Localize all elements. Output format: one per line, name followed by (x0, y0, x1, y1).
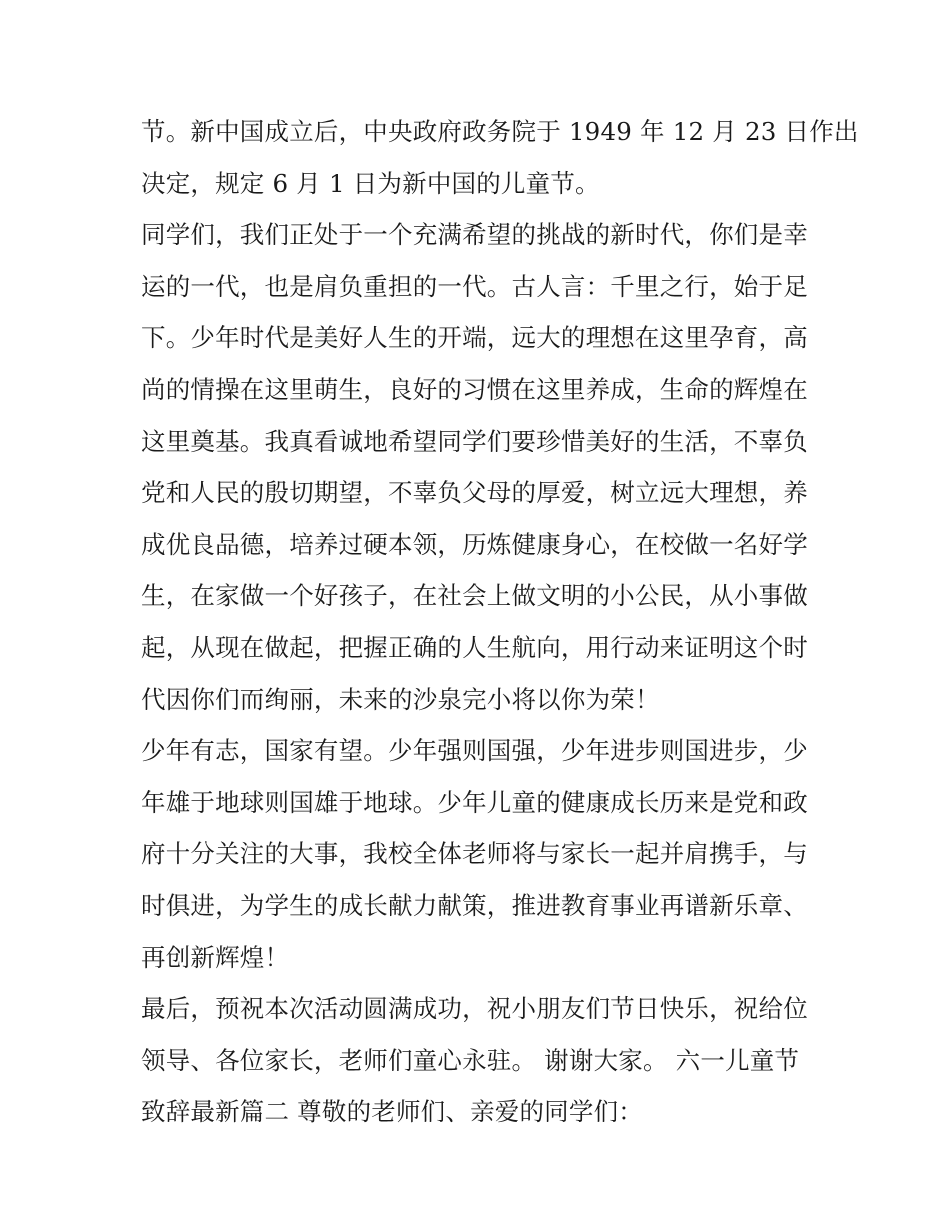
paragraph (141, 725, 821, 983)
text-line: 节。新中国成立后，中央政府政务院于 1949 年 12 月 23 日作出 (141, 117, 859, 146)
text-line: 少年有志，国家有望。少年强则国强，少年进步则国进步，少 (141, 736, 808, 766)
document-body (141, 106, 859, 1138)
text-line: 府十分关注的大事，我校全体老师将与家长一起并肩携手，与 (141, 839, 808, 869)
text-line: 这里奠基。我真看诚地希望同学们要珍惜美好的生活，不辜负 (141, 426, 808, 456)
paragraph (141, 983, 821, 1138)
text-line: 时俱进，为学生的成长献力献策，推进教育事业再谱新乐章、 (141, 890, 808, 920)
text-line: 再创新辉煌！ (141, 942, 290, 972)
paragraph (141, 106, 859, 209)
text-line: 成优良品德，培养过硬本领，历炼健康身心，在校做一名好学 (141, 529, 808, 559)
text-line: 运的一代，也是肩负重担的一代。古人言：千里之行，始于足 (141, 271, 808, 301)
text-line: 领导、各位家长，老师们童心永驻。 谢谢大家。 六一儿童节 (141, 1045, 800, 1075)
text-line: 致辞最新篇二 尊敬的老师们、亲爱的同学们： (141, 1097, 643, 1127)
text-line: 党和人民的殷切期望，不辜负父母的厚爱，树立远大理想，养 (141, 478, 808, 508)
text-line: 生，在家做一个好孩子，在社会上做文明的小公民，从小事做 (141, 581, 808, 611)
paragraph (141, 209, 821, 725)
text-line: 最后，预祝本次活动圆满成功，祝小朋友们节日快乐，祝给位 (141, 994, 808, 1024)
text-line: 下。少年时代是美好人生的开端，远大的理想在这里孕育，高 (141, 323, 808, 353)
text-line: 起，从现在做起，把握正确的人生航向，用行动来证明这个时 (141, 632, 808, 662)
text-line: 决定，规定 6 月 1 日为新中国的儿童节。 (141, 168, 600, 198)
text-line: 年雄于地球则国雄于地球。少年儿童的健康成长历来是党和政 (141, 787, 808, 817)
text-line: 尚的情操在这里萌生，良好的习惯在这里养成，生命的辉煌在 (141, 374, 808, 404)
text-line: 代因你们而绚丽，未来的沙泉完小将以你为荣！ (141, 684, 660, 714)
text-line: 同学们，我们正处于一个充满希望的挑战的新时代，你们是幸 (141, 220, 808, 250)
